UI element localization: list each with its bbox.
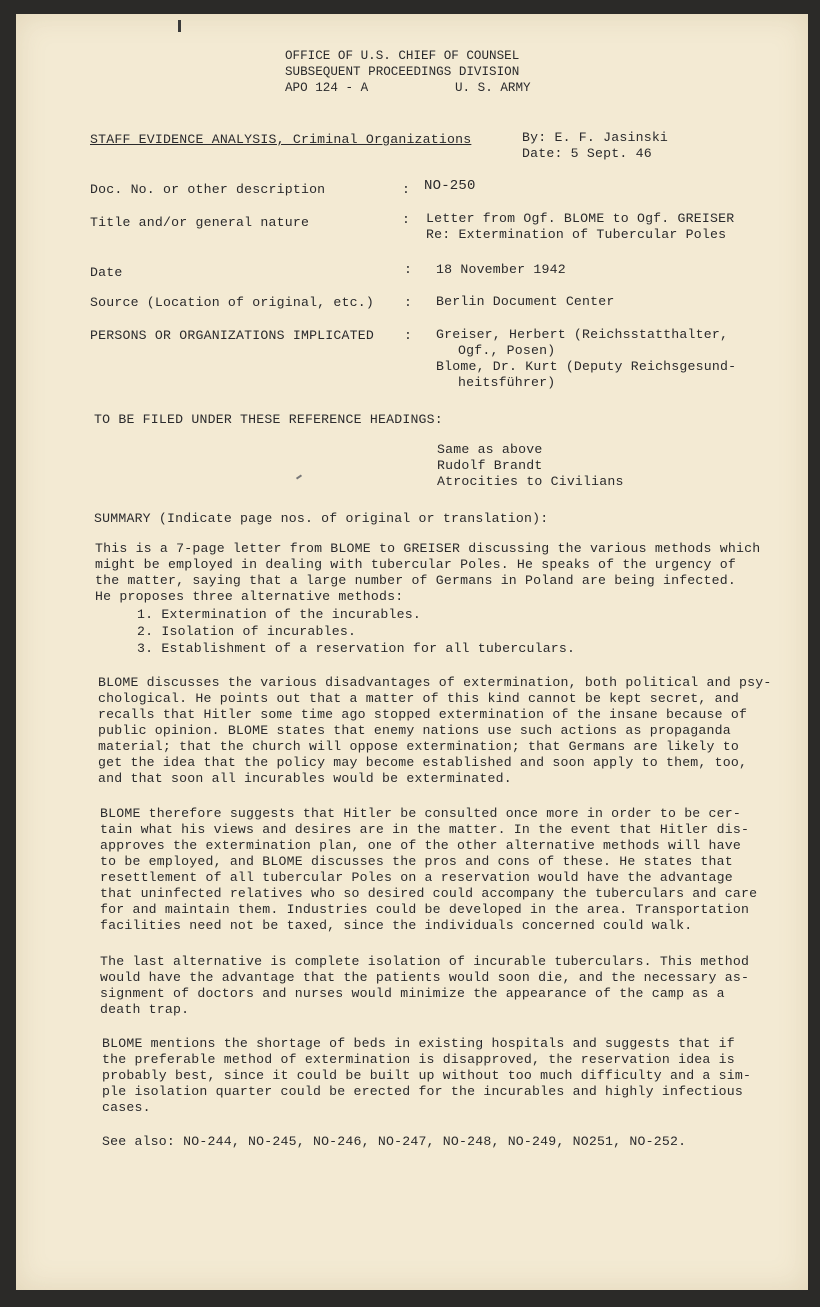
reference-item: Rudolf Brandt [437, 458, 543, 473]
summary-line: would have the advantage that the patients would soon die, and the necessary as- [100, 970, 750, 985]
field-colon: : [402, 182, 411, 197]
persons-value-line1: Greiser, Herbert (Reichsstatthalter, [436, 327, 729, 342]
persons-label: PERSONS OR ORGANIZATIONS IMPLICATED [90, 328, 374, 343]
source-label: Source (Location of original, etc.) [90, 295, 374, 310]
reference-item: Same as above [437, 442, 543, 457]
doc-no-label: Doc. No. or other description [90, 182, 326, 197]
summary-line: material; that the church will oppose extermination; that Germans are likely to [98, 739, 739, 754]
persons-value-line3: Blome, Dr. Kurt (Deputy Reichsgesund- [436, 359, 737, 374]
analysis-title: STAFF EVIDENCE ANALYSIS, Criminal Organizations [90, 132, 472, 147]
summary-line: The last alternative is complete isolation of incurable tuberculars. This method [100, 954, 750, 969]
method-list-item: 2. Isolation of incurables. [137, 624, 357, 639]
summary-line: to be employed, and BLOME discusses the pros and cons of these. He states that [100, 854, 733, 869]
summary-line: death trap. [100, 1002, 190, 1017]
reference-item: Atrocities to Civilians [437, 474, 624, 489]
title-value-line2: Re: Extermination of Tubercular Poles [426, 227, 727, 242]
apo-heading: APO 124 - A [285, 81, 369, 95]
ink-mark [178, 20, 181, 32]
summary-line: recalls that Hitler some time ago stopped extermination of the insane because of [98, 707, 748, 722]
summary-heading: SUMMARY (Indicate page nos. of original or translation): [94, 511, 549, 526]
office-heading: OFFICE OF U.S. CHIEF OF COUNSEL [285, 49, 520, 63]
summary-line: public opinion. BLOME states that enemy nations use such actions as propaganda [98, 723, 731, 738]
field-colon: : [404, 328, 413, 343]
summary-line: tain what his views and desires are in the matter. In the event that Hitler dis- [100, 822, 750, 837]
title-label: Title and/or general nature [90, 215, 310, 230]
summary-line: that uninfected relatives who so desired could accompany the tuberculars and care [100, 886, 758, 901]
division-heading: SUBSEQUENT PROCEEDINGS DIVISION [285, 65, 520, 79]
summary-line: cases. [102, 1100, 151, 1115]
analysis-date: Date: 5 Sept. 46 [522, 146, 652, 161]
summary-line: BLOME mentions the shortage of beds in existing hospitals and suggests that if [102, 1036, 735, 1051]
summary-line: probably best, since it could be built up without too much difficulty and a sim- [102, 1068, 752, 1083]
summary-line: resettlement of all tubercular Poles on a reservation would have the advantage [100, 870, 733, 885]
summary-line: signment of doctors and nurses would minimize the appearance of the camp as a [100, 986, 725, 1001]
summary-line: for and maintain them. Industries could be developed in the area. Transportation [100, 902, 750, 917]
summary-line: BLOME discusses the various disadvantages of extermination, both political and psy- [98, 675, 772, 690]
field-colon: : [404, 295, 413, 310]
summary-line: This is a 7-page letter from BLOME to GREISER discussing the various methods which [95, 541, 761, 556]
summary-line: facilities need not be taxed, since the individuals concerned could walk. [100, 918, 693, 933]
summary-line: might be employed in dealing with tubercular Poles. He speaks of the urgency of [95, 557, 736, 572]
summary-line: the matter, saying that a large number of Germans in Poland are being infected. [95, 573, 736, 588]
army-heading: U. S. ARMY [455, 81, 531, 95]
summary-line: He proposes three alternative methods: [95, 589, 404, 604]
summary-line: the preferable method of extermination is disapproved, the reservation idea is [102, 1052, 735, 1067]
doc-no-value: NO-250 [424, 178, 476, 194]
field-colon: : [404, 262, 413, 277]
source-value: Berlin Document Center [436, 294, 615, 309]
method-list-item: 3. Establishment of a reservation for all tuberculars. [137, 641, 576, 656]
field-colon: : [402, 212, 411, 227]
summary-line: and that soon all incurables would be exterminated. [98, 771, 512, 786]
date-label: Date [90, 265, 123, 280]
date-value: 18 November 1942 [436, 262, 566, 277]
summary-line: approves the extermination plan, one of the other alternative methods will have [100, 838, 741, 853]
see-also-references: See also: NO-244, NO-245, NO-246, NO-247, NO-248, NO-249, NO251, NO-252. [102, 1134, 687, 1149]
persons-value-line2: Ogf., Posen) [458, 343, 556, 358]
summary-line: BLOME therefore suggests that Hitler be consulted once more in order to be cer- [100, 806, 741, 821]
reference-heading: TO BE FILED UNDER THESE REFERENCE HEADINGS: [94, 412, 443, 427]
title-value-line1: Letter from Ogf. BLOME to Ogf. GREISER [426, 211, 735, 226]
ink-mark [296, 474, 302, 479]
persons-value-line4: heitsführer) [458, 375, 556, 390]
summary-line: get the idea that the policy may become established and soon apply to them, too, [98, 755, 748, 770]
method-list-item: 1. Extermination of the incurables. [137, 607, 421, 622]
summary-line: ple isolation quarter could be erected for the incurables and highly infectious [102, 1084, 743, 1099]
analyst-name: By: E. F. Jasinski [522, 130, 669, 145]
summary-line: chological. He points out that a matter of this kind cannot be kept secret, and [98, 691, 739, 706]
